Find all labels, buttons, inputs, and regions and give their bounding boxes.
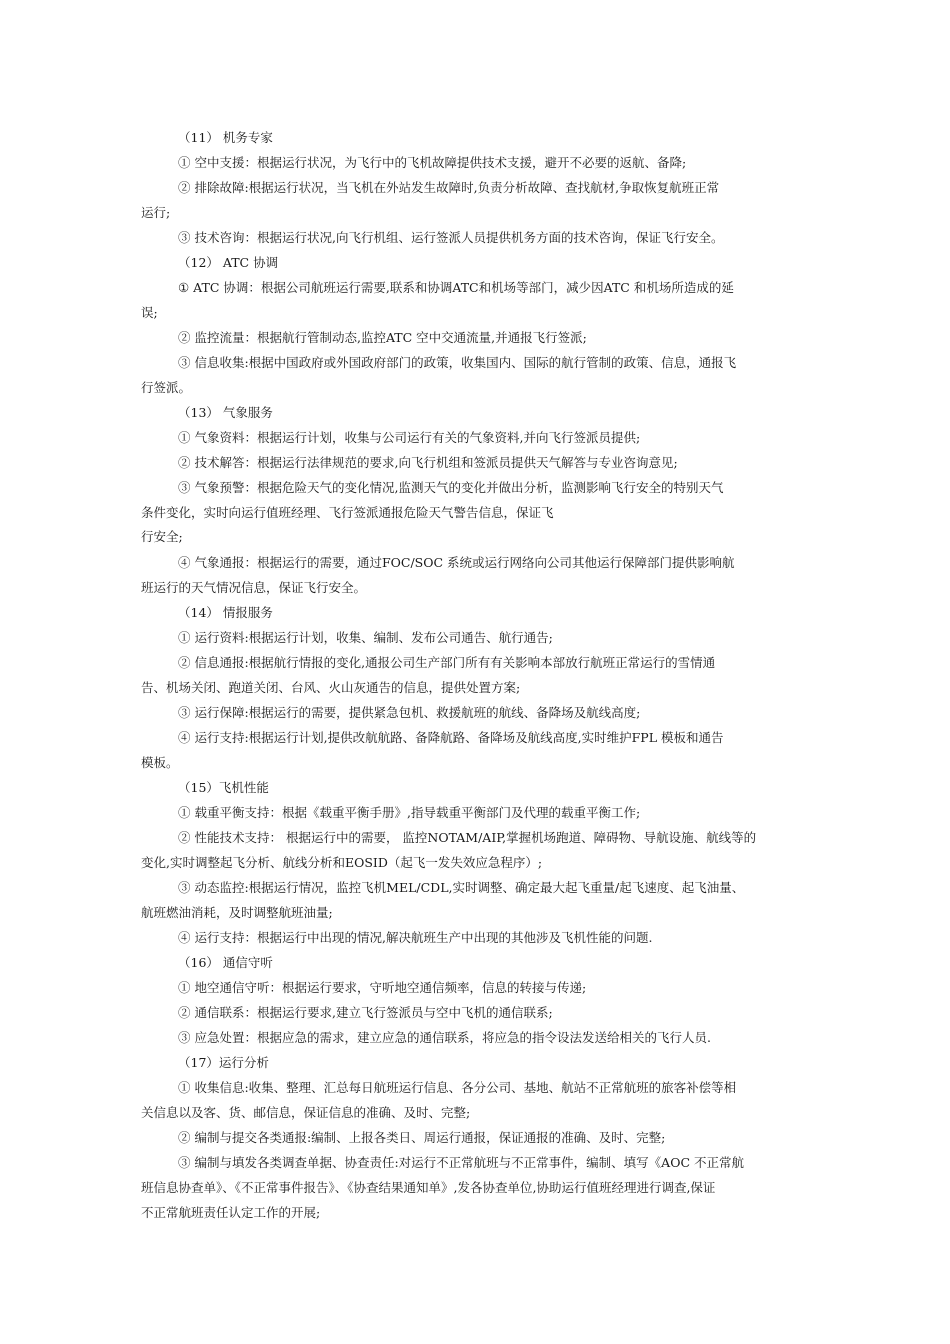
paragraph-line: ② 通信联系：根据运行要求,建立飞行签派员与空中飞机的通信联系; xyxy=(178,1005,553,1020)
paragraph-line: ③ 信息收集:根据中国政府或外国政府部门的政策，收集国内、国际的航行管制的政策、信息，通报飞 xyxy=(178,355,737,370)
paragraph-line: 班运行的天气情况信息，保证飞行安全。 xyxy=(141,580,367,595)
paragraph-line: ④ 气象通报：根据运行的需要，通过FOC/SOC 系统或运行网络向公司其他运行保障部门提供影响航 xyxy=(178,555,735,570)
paragraph-line: 告、机场关闭、跑道关闭、台风、火山灰通告的信息，提供处置方案; xyxy=(141,680,521,695)
section-heading-16: （16） 通信守听 xyxy=(178,955,273,970)
paragraph-line: ① 载重平衡支持：根据《载重平衡手册》,指导载重平衡部门及代理的载重平衡工作; xyxy=(178,805,641,820)
paragraph-line: ① ATC 协调：根据公司航班运行需要,联系和协调ATC和机场等部门，减少因ATC 和机场所造成的延 xyxy=(178,280,734,295)
paragraph-line: 行安全; xyxy=(141,529,183,544)
paragraph-line: ④ 运行支持:根据运行计划,提供改航航路、备降航路、备降场及航线高度,实时维护FPL 模板和通告 xyxy=(178,730,724,745)
paragraph-line: ① 收集信息:收集、整理、汇总每日航班运行信息、各分公司、基地、航站不正常航班的旅客补偿等相 xyxy=(178,1080,737,1095)
paragraph-line: ① 空中支援：根据运行状况，为飞行中的飞机故障提供技术支援，避开不必要的返航、备降; xyxy=(178,155,687,170)
paragraph-line: 模板。 xyxy=(141,755,179,770)
paragraph-line: ③ 动态监控:根据运行情况，监控飞机MEL/CDL,实时调整、确定最大起飞重量/起飞速度、起飞油量、 xyxy=(178,880,745,895)
paragraph-line: 条件变化，实时向运行值班经理、飞行签派通报危险天气警告信息，保证飞 xyxy=(141,505,554,520)
paragraph-line: 变化,实时调整起飞分析、航线分析和EOSID（起飞一发失效应急程序）; xyxy=(141,855,543,870)
paragraph-line: ① 地空通信守听：根据运行要求，守听地空通信频率，信息的转接与传递; xyxy=(178,980,587,995)
section-heading-17: （17）运行分析 xyxy=(178,1055,269,1070)
section-heading-11: （11） 机务专家 xyxy=(178,130,273,145)
paragraph-line: ③ 技术咨询：根据运行状况,向飞行机组、运行签派人员提供机务方面的技术咨询，保证飞行安全。 xyxy=(178,230,724,245)
paragraph-line: ③ 编制与填发各类调查单据、协查责任:对运行不正常航班与不正常事件，编制、填写《AOC 不正常航 xyxy=(178,1155,744,1170)
section-heading-14: （14） 情报服务 xyxy=(178,605,273,620)
paragraph-line: 关信息以及客、货、邮信息，保证信息的准确、及时、完整; xyxy=(141,1105,471,1120)
paragraph-line: 误; xyxy=(141,305,158,320)
section-heading-15: （15）飞机性能 xyxy=(178,780,269,795)
paragraph-line: ② 编制与提交各类通报:编制、上报各类日、周运行通报，保证通报的准确、及时、完整; xyxy=(178,1130,666,1145)
paragraph-line: ③ 气象预警：根据危险天气的变化情况,监测天气的变化并做出分析，监测影响飞行安全的特别天气 xyxy=(178,480,724,495)
paragraph-line: 不正常航班责任认定工作的开展; xyxy=(141,1205,321,1220)
paragraph-line: 行签派。 xyxy=(141,380,192,395)
paragraph-line: ③ 运行保障:根据运行的需要，提供紧急包机、救援航班的航线、备降场及航线高度; xyxy=(178,705,641,720)
paragraph-line: ② 信息通报:根据航行情报的变化,通报公司生产部门所有有关影响本部放行航班正常运行的雪情通 xyxy=(178,655,716,670)
paragraph-line: ③ 应急处置：根据应急的需求，建立应急的通信联系，将应急的指令设法发送给相关的飞行人员. xyxy=(178,1030,711,1045)
paragraph-line: ② 性能技术支持： 根据运行中的需要， 监控NOTAM/AIP,掌握机场跑道、障碍物、导航设施、航线等的 xyxy=(178,830,757,845)
section-heading-12: （12） ATC 协调 xyxy=(178,255,279,270)
paragraph-line: 航班燃油消耗，及时调整航班油量; xyxy=(141,905,333,920)
paragraph-line: 运行; xyxy=(141,205,171,220)
paragraph-line: ② 监控流量：根据航行管制动态,监控ATC 空中交通流量,并通报飞行签派; xyxy=(178,330,587,345)
paragraph-line: ④ 运行支持：根据运行中出现的情况,解决航班生产中出现的其他涉及飞机性能的问题. xyxy=(178,930,653,945)
paragraph-line: ② 排除故障:根据运行状况，当飞机在外站发生故障时,负责分析故障、查找航材,争取恢复航班正常 xyxy=(178,180,720,195)
paragraph-line: 班信息协查单》、《不正常事件报告》、《协查结果通知单》,发各协查单位,协助运行值班经理进行调查,保证 xyxy=(141,1180,716,1195)
paragraph-line: ① 气象资料：根据运行计划，收集与公司运行有关的气象资料,并向飞行签派员提供; xyxy=(178,430,641,445)
section-heading-13: （13） 气象服务 xyxy=(178,405,273,420)
paragraph-line: ① 运行资料:根据运行计划，收集、编制、发布公司通告、航行通告; xyxy=(178,630,553,645)
paragraph-line: ② 技术解答：根据运行法律规范的要求,向飞行机组和签派员提供天气解答与专业咨询意见; xyxy=(178,455,678,470)
